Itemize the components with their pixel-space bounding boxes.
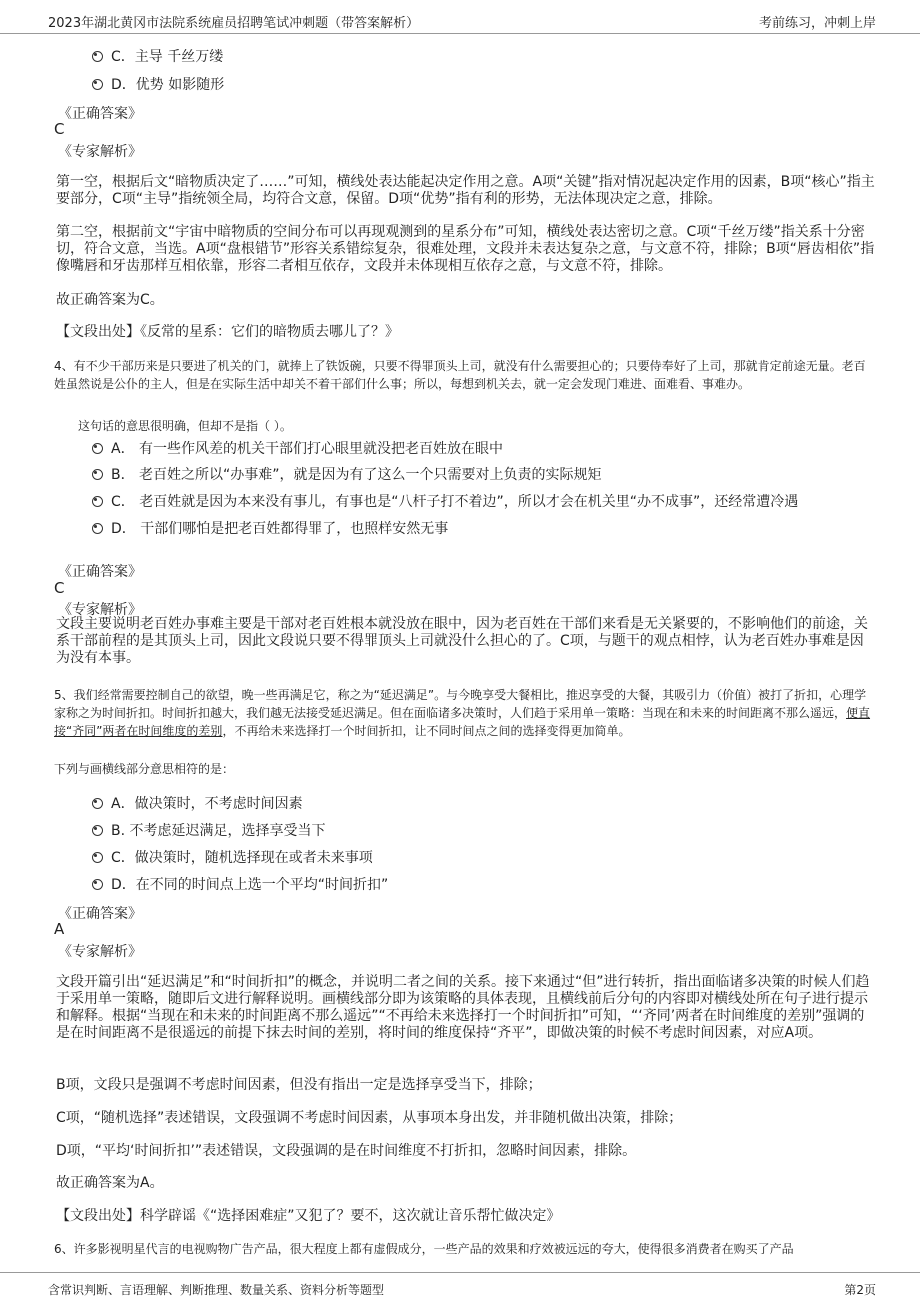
question-text: 5、我们经常需要控制自己的欲望，晚一些再满足它，称之为“延迟满足”。与今晚享受大餐相比，推迟享受的大餐，其吸引力（价值）被打了折扣，心理学家称之为时间折扣。时间折扣越大，我们越无法接受延迟满足。但在面临诸多决策时，人们趋于采用单一策略：当现在和未来的时间距离不那么遥远，便直接“齐同”两者在时间维度的差别，不再给未来选择打一个时间折扣，让不同时间点之间的选择变得更加简单。 — [54, 688, 871, 738]
page-header — [0, 0, 920, 34]
answer-value: A — [54, 920, 65, 938]
analysis-paragraph: 第二空，根据前文“宇宙中暗物质的空间分布可以再现观测到的星系分布”可知，横线处表达密切之意。C项“千丝万缕”指关系十分密切，符合文意，当选。A项“盘根错节”形容关系错综复杂，很难处理，文段并未表达复杂之意，与文意不符，排除；B项“唇齿相依”指像嘴唇和牙齿那样互相依靠，形容二者相互依存，文段并未体现相互依存之意，与文意不符，排除。 — [56, 224, 875, 274]
option-b[interactable]: B． 老百姓之所以“办事难”，就是因为有了这么一个只需要对上负责的实际规矩 — [92, 464, 602, 484]
analysis-label: 《专家解析》 — [58, 144, 142, 160]
source-citation: 【文段出处】《反常的星系：它们的暗物质去哪儿了？》 — [56, 324, 399, 340]
underlined-phrase: 便直接“齐同”两者在时间维度的差别 — [54, 706, 871, 738]
option-a[interactable]: A．做决策时，不考虑时间因素 — [92, 793, 303, 813]
page-footer — [0, 1272, 920, 1302]
radio-icon[interactable] — [92, 879, 103, 890]
analysis-paragraph: C项，“随机选择”表述错误，文段强调不考虑时间因素，从事项本身出发，并非随机做出决策，排除； — [56, 1110, 683, 1126]
radio-icon[interactable] — [92, 469, 103, 480]
question-stem: 下列与画横线部分意思相符的是： — [54, 762, 235, 776]
option-c[interactable]: C．做决策时，随机选择现在或者未来事项 — [92, 847, 373, 867]
analysis-paragraph: 文段开篇引出“延迟满足”和“时间折扣”的概念，并说明二者之间的关系。接下来通过“但”进行转折，指出面临诸多决策的时候人们趋于采用单一策略，随即后文进行解释说明。画横线部分即为该策略的具体表现，且横线前后分句的内容即对横线处所在句子进行提示和解释。根据“当现在和未来的时间距离不那么遥远”“不再给未来选择打一个时间折扣”可知，“‘齐同’两者在时间维度的差别”强调的是在时间距离不是很遥远的前提下抹去时间的差别，将时间的维度保持“齐平”，即做决策的时候不考虑时间因素，对应A项。 — [56, 974, 870, 1041]
analysis-label: 《专家解析》 — [58, 944, 142, 960]
option-c[interactable]: C．主导 千丝万缕 — [92, 46, 223, 66]
answer-label: 《正确答案》 — [58, 906, 142, 922]
option-b[interactable]: B. 不考虑延迟满足，选择享受当下 — [92, 820, 326, 840]
answer-label: 《正确答案》 — [58, 564, 142, 580]
option-a[interactable]: A． 有一些作风差的机关干部们打心眼里就没把老百姓放在眼中 — [92, 438, 503, 458]
answer-value: C — [54, 579, 65, 597]
option-d[interactable]: D．在不同的时间点上选一个平均“时间折扣” — [92, 874, 388, 894]
question-stem: 这句话的意思很明确，但却不是指（ ）。 — [78, 419, 292, 433]
answer-label: 《正确答案》 — [58, 106, 142, 122]
page-number: 第2页 — [844, 1283, 876, 1297]
analysis-conclusion: 故正确答案为C。 — [56, 292, 164, 308]
question-text: 4、有不少干部历来是只要进了机关的门，就捧上了铁饭碗，只要不得罪顶头上司，就没有什么需要担心的；只要侍奉好了上司，那就肯定前途无量。老百姓虽然说是公仆的主人，但是在实际生活中却关不着干部们什么事；所以，每想到机关去，就一定会发现门难进、面难看、事难办。 — [54, 359, 866, 391]
option-c[interactable]: C． 老百姓就是因为本来没有事儿，有事也是“八杆子打不着边”，所以才会在机关里“办不成事”，还经常遭冷遇 — [92, 491, 798, 511]
analysis-paragraph: D项，“平均‘时间折扣’”表述错误，文段强调的是在时间维度不打折扣，忽略时间因素，排除。 — [56, 1143, 637, 1159]
radio-icon[interactable] — [92, 79, 103, 90]
question-text: 6、许多影视明星代言的电视购物广告产品，很大程度上都有虚假成分，一些产品的效果和疗效被远远的夸大，使得很多消费者在购买了产品 — [54, 1242, 794, 1256]
radio-icon[interactable] — [92, 496, 103, 507]
radio-icon[interactable] — [92, 51, 103, 62]
analysis-paragraph: 第一空，根据后文“暗物质决定了……”可知，横线处表达能起决定作用之意。A项“关键”指对情况起决定作用的因素，B项“核心”指主要部分，C项“主导”指统领全局，均符合文意，保留。D项“优势”指有利的形势，无法体现决定之意，排除。 — [56, 174, 875, 207]
answer-value: C — [54, 120, 65, 138]
source-citation: 【文段出处】科学辟谣《“选择困难症”又犯了？要不，这次就让音乐帮忙做决定》 — [56, 1208, 561, 1224]
analysis-label: 《专家解析》 — [58, 602, 142, 618]
radio-icon[interactable] — [92, 443, 103, 454]
analysis-conclusion: 故正确答案为A。 — [56, 1175, 164, 1191]
option-d[interactable]: D． 干部们哪怕是把老百姓都得罪了，也照样安然无事 — [92, 518, 448, 538]
analysis-paragraph: 文段主要说明老百姓办事难主要是干部对老百姓根本就没放在眼中，因为老百姓在干部们来看是无关紧要的，不影响他们的前途，关系干部前程的是其顶头上司，因此文段说只要不得罪顶头上司就没什么担心的了。C项，与题干的观点相悖，认为老百姓办事难是因为没有本事。 — [56, 616, 868, 666]
footer-note: 含常识判断、言语理解、判断推理、数量关系、资料分析等题型 — [48, 1283, 385, 1297]
document-title: 2023年湖北黄冈市法院系统雇员招聘笔试冲刺题（带答案解析） — [48, 16, 420, 31]
option-d[interactable]: D．优势 如影随形 — [92, 74, 224, 94]
radio-icon[interactable] — [92, 852, 103, 863]
radio-icon[interactable] — [92, 825, 103, 836]
header-slogan: 考前练习，冲刺上岸 — [758, 16, 876, 31]
radio-icon[interactable] — [92, 798, 103, 809]
radio-icon[interactable] — [92, 523, 103, 534]
analysis-paragraph: B项，文段只是强调不考虑时间因素，但没有指出一定是选择享受当下，排除； — [56, 1077, 542, 1093]
